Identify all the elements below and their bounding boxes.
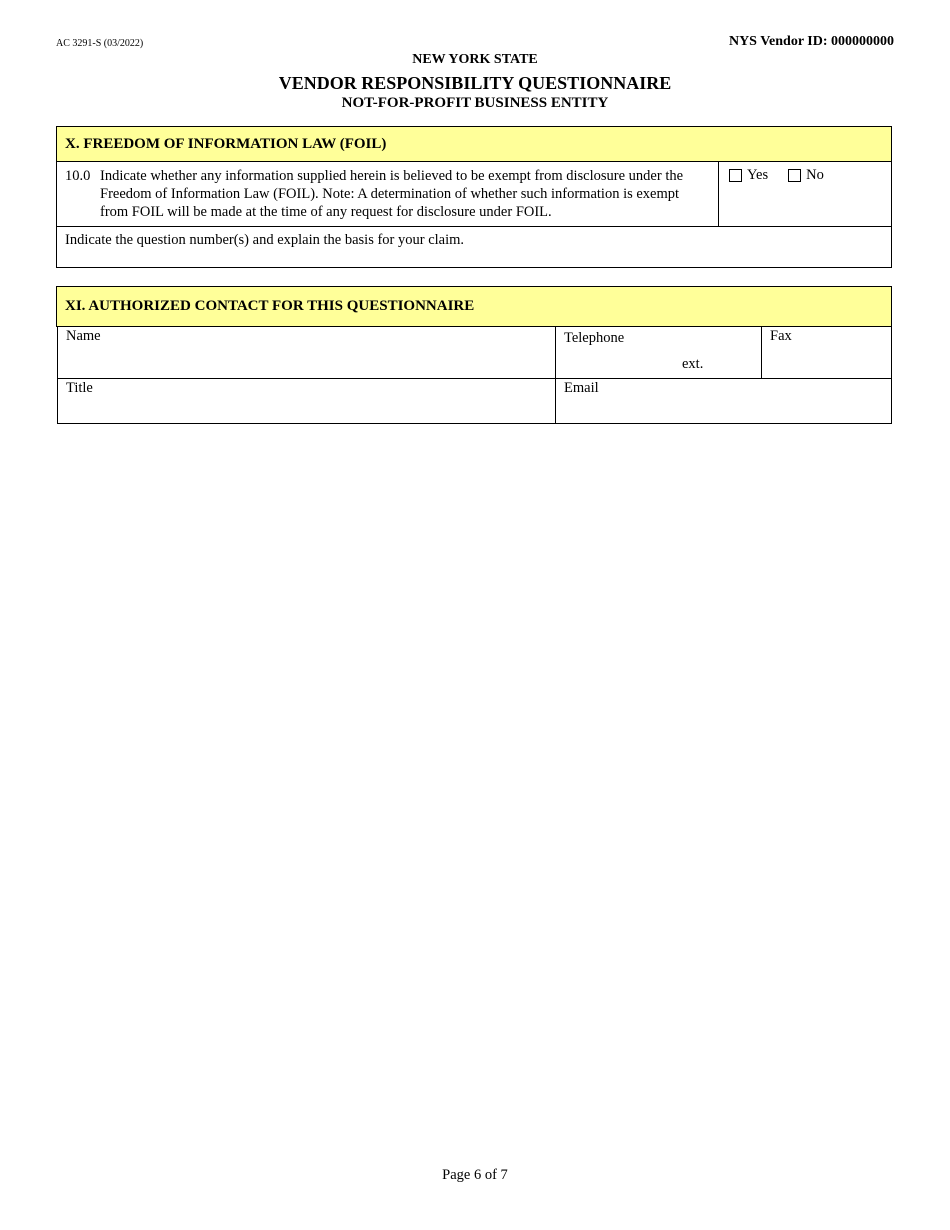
email-field[interactable] (556, 379, 892, 423)
vendor-id: NYS Vendor ID: 000000000 (728, 34, 894, 49)
yes-option[interactable] (729, 167, 768, 226)
ext-label: ext. (682, 356, 704, 372)
explain-field[interactable] (57, 227, 891, 253)
yes-label: Yes (747, 167, 769, 183)
telephone-label: Telephone (564, 330, 625, 346)
fax-field[interactable] (762, 327, 892, 379)
title-field[interactable] (58, 379, 556, 423)
page-number: Page 6 of 7 (442, 1167, 508, 1183)
section-foil-heading: X. FREEDOM OF INFORMATION LAW (FOIL) (57, 127, 891, 162)
state-heading: NEW YORK STATE (412, 52, 538, 67)
section-contact-heading: XI. AUTHORIZED CONTACT FOR THIS QUESTIONNAIRE (56, 286, 892, 327)
yes-checkbox[interactable] (729, 169, 742, 182)
name-field[interactable] (58, 327, 556, 379)
email-label: Email (564, 380, 599, 396)
title-label: Title (66, 380, 93, 396)
section-foil (56, 126, 892, 268)
explain-label: Indicate the question number(s) and explain the basis for your claim. (65, 232, 465, 248)
answer-cell (719, 162, 891, 226)
question-row (57, 162, 891, 227)
no-label: No (806, 167, 824, 183)
question-text-cell (57, 162, 719, 226)
question-number: 10.0 (65, 168, 91, 184)
no-checkbox[interactable] (788, 169, 801, 182)
form-id: AC 3291-S (03/2022) (56, 38, 144, 49)
title-block (0, 52, 950, 112)
page-subtitle: NOT-FOR-PROFIT BUSINESS ENTITY (341, 95, 609, 111)
section-authorized-contact (56, 286, 892, 424)
contact-grid (57, 327, 892, 424)
page-title: VENDOR RESPONSIBILITY QUESTIONNAIRE (278, 73, 672, 93)
question-text: Indicate whether any information supplied herein is believed to be exempt from disclosure under the Freedom of Information Law (FOIL). Note: A determination of whether such information is exempt from FOIL will be made at the time of any request for disclosure under FOIL. (100, 168, 684, 220)
fax-label: Fax (770, 328, 792, 344)
telephone-field[interactable] (556, 327, 762, 379)
name-label: Name (66, 328, 101, 344)
no-option[interactable] (788, 167, 824, 226)
